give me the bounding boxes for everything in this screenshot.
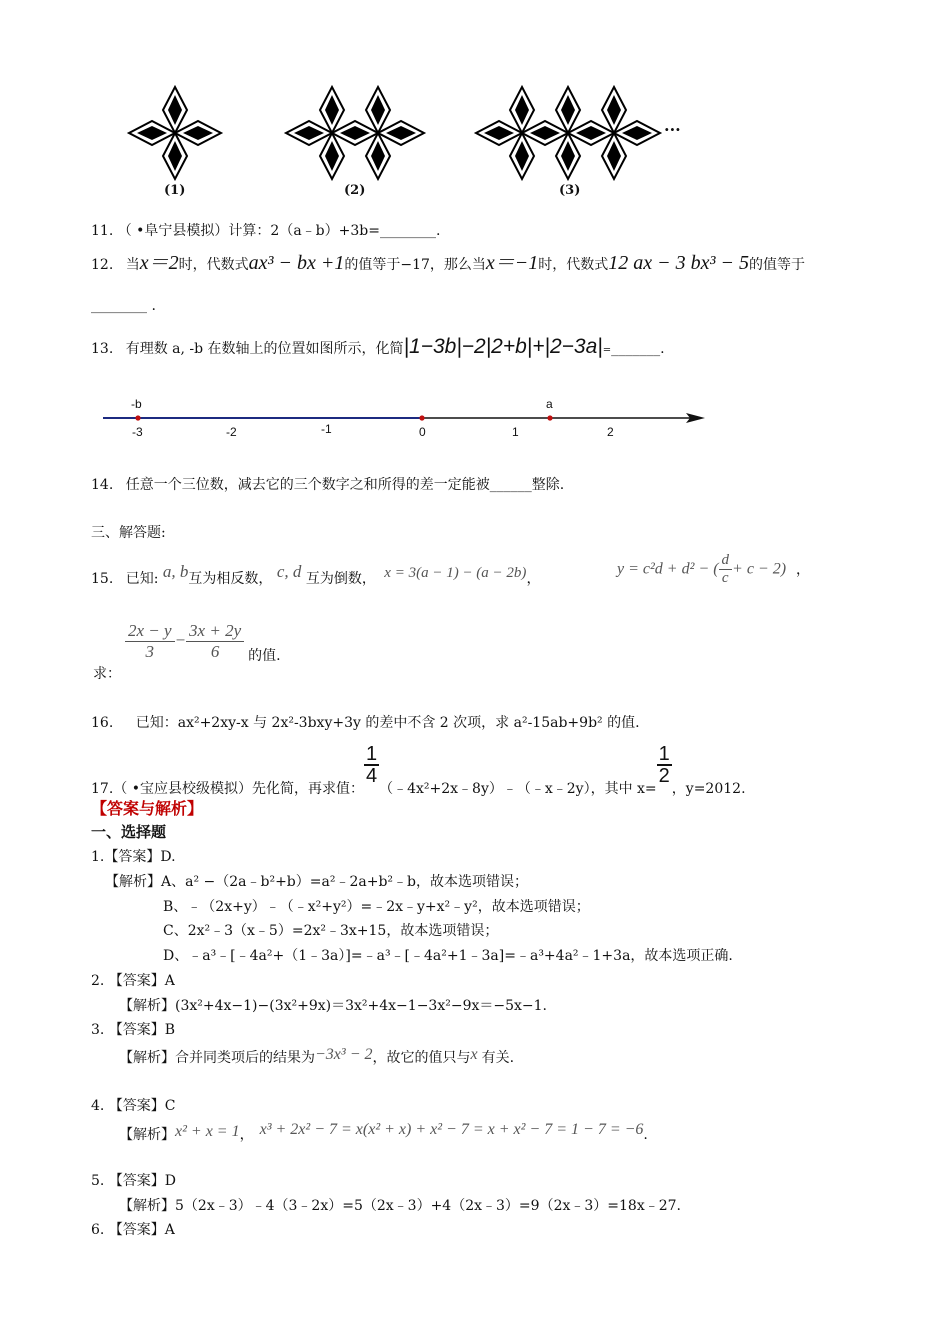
- q15-y-expression: [617, 552, 810, 587]
- answer-1-explanation-a: 【解析】A、a² −（2a﹣b²+b）=a²﹣2a+b²﹣b，故本选项错误；: [105, 874, 528, 890]
- equals-sign: =: [602, 345, 612, 356]
- text-segment: 已知:: [125, 571, 159, 587]
- math-expression: 12 ax − 3 bx³ − 5: [608, 252, 750, 274]
- text-segment: （ •宝应县校级模拟）先化简，再求值：: [113, 781, 364, 797]
- math-expression: c, d: [276, 562, 302, 581]
- question-number: 16.: [91, 715, 114, 731]
- tick-label: 1: [512, 425, 519, 439]
- text-segment: 的值等于−17，那么当: [344, 257, 486, 273]
- math-expression: x³ + 2x² − 7 = x(x² + x) + x² − 7 = x + x² − 7 = 1 − 7 = −6: [259, 1121, 644, 1138]
- answer-1-explanation-d: D、﹣a³﹣[﹣4a²+（1﹣3a）]=﹣a³﹣[﹣4a²+1﹣3a]=﹣a³+4a²﹣1+3a，故本选项正确.: [163, 948, 733, 964]
- text-segment: 互为倒数，: [305, 571, 376, 587]
- text-segment: 的值等于: [749, 257, 806, 273]
- tick-label: 0: [419, 425, 426, 439]
- question-text: （ •阜宁县模拟）计算：2（a﹣b）+3b=________.: [117, 223, 441, 239]
- tick-label: 2: [607, 425, 614, 439]
- math-operator: −: [174, 630, 187, 650]
- fraction-denominator: 6: [210, 642, 220, 661]
- q15-ask: [93, 621, 281, 682]
- point-label-neg-b: -b: [131, 397, 142, 411]
- answer-3: 3. 【答案】B: [91, 1022, 176, 1038]
- math-expression: a, b: [162, 562, 189, 581]
- question-11: [91, 220, 440, 240]
- fraction-denominator: 2: [658, 765, 670, 787]
- math-expression: ax³ − bx +1: [248, 252, 345, 274]
- tick-label: -3: [132, 425, 143, 439]
- point-label-a: a: [546, 397, 553, 411]
- answer-1: 1.【答案】D.: [91, 849, 176, 865]
- answer-1-explanation-c: C、2x²﹣3（x﹣5）=2x²﹣3x+15，故本选项错误；: [163, 923, 499, 939]
- question-17: [91, 743, 746, 797]
- question-15: [91, 562, 541, 588]
- math-expression: y = c²d + d² − (: [617, 560, 719, 578]
- text-segment: 【解析】: [119, 1127, 175, 1143]
- question-12: [91, 246, 805, 275]
- question-text: 任意一个三位数，减去它的三个数字之和所得的差一定能被______整除.: [125, 477, 565, 493]
- fraction-numerator: 3x + 2y: [186, 621, 244, 642]
- text-segment: （﹣4x²+2x﹣8y）﹣（﹣x﹣2y），其中 x=: [379, 781, 657, 797]
- text-segment: .: [643, 1127, 648, 1143]
- fraction-denominator: 4: [365, 765, 378, 787]
- answer-4-explanation: [119, 1121, 648, 1144]
- math-expression: x = 3(a − 1) − (a − 2b): [384, 565, 527, 581]
- figure-ellipsis: ···: [664, 120, 681, 139]
- tick-label: -2: [226, 425, 237, 439]
- answer-5-explanation: 【解析】5（2x﹣3）﹣4（3﹣2x）=5（2x﹣3）+4（2x﹣3）=9（2x﹣3）=18x﹣27.: [119, 1198, 681, 1214]
- question-number: 11.: [91, 223, 114, 239]
- question-12-blank: ________ .: [91, 298, 156, 314]
- number-line: [100, 390, 720, 450]
- text-segment: ，y=2012.: [671, 781, 746, 797]
- fraction-numerator: 1: [365, 743, 378, 765]
- answer-blank: _______.: [611, 341, 665, 357]
- question-number: 13.: [91, 341, 114, 357]
- math-expression: x: [470, 1046, 478, 1063]
- section-heading-3: 三、解答题:: [91, 525, 166, 541]
- answer-6: 6. 【答案】A: [91, 1222, 175, 1238]
- fraction-numerator: 1: [658, 743, 670, 765]
- fraction-numerator: 2x − y: [125, 621, 175, 642]
- answers-section-1: 一、选择题: [91, 823, 167, 841]
- question-text: 已知：ax²+2xy-x 与 2x²-3bxy+3y 的差中不含 2 次项，求 a²-15ab+9b² 的值.: [135, 715, 640, 731]
- point-neg-b: [135, 415, 140, 420]
- text-segment: 时，代数式: [178, 257, 249, 273]
- fraction-denominator: c: [721, 570, 729, 586]
- math-expression: |1−3b|−2|2+b|+|2−3a|: [403, 335, 603, 358]
- figure-label-1: (1): [164, 183, 186, 198]
- text-segment: 求：: [93, 665, 121, 682]
- text-segment: 时，代数式: [538, 257, 609, 273]
- point-zero: [419, 415, 424, 420]
- answer-5: 5. 【答案】D: [91, 1173, 177, 1189]
- figure-1: [129, 87, 221, 179]
- math-expression: x＝2: [139, 252, 179, 274]
- math-expression: x＝−1: [485, 252, 539, 274]
- text-segment: 互为相反数，: [188, 571, 273, 587]
- text-segment: 的值.: [248, 647, 281, 664]
- text-segment: 有关.: [481, 1050, 515, 1066]
- question-number: 12.: [91, 257, 114, 273]
- tick-label: -1: [321, 422, 332, 436]
- figure-3: [476, 87, 660, 179]
- fraction-numerator: d: [719, 552, 733, 570]
- text-segment: 当: [125, 257, 140, 273]
- figure-label-2: (2): [344, 183, 366, 198]
- point-a: [547, 415, 552, 420]
- answer-2-explanation: 【解析】(3x²+4x−1)−(3x²+9x)＝3x²+4x−1−3x²−9x＝−5x−1.: [119, 998, 547, 1014]
- text-segment: 【解析】合并同类项后的结果为: [119, 1050, 315, 1066]
- question-13: [91, 335, 665, 359]
- answer-1-explanation-b: B、﹣（2x+y）﹣（﹣x²+y²）=﹣2x﹣y+x²﹣y²，故本选项错误；: [163, 899, 590, 915]
- text-segment: ，: [526, 571, 541, 587]
- question-number: 17.: [91, 781, 114, 797]
- text-segment: ，故它的值只与: [372, 1050, 471, 1066]
- question-14: [91, 474, 564, 494]
- answer-2: 2. 【答案】A: [91, 973, 175, 989]
- text-segment: ，: [239, 1127, 254, 1143]
- question-16: [91, 712, 640, 732]
- fraction-denominator: 3: [145, 642, 155, 661]
- question-number: 14.: [91, 477, 114, 493]
- math-expression: −3x³ − 2: [315, 1046, 373, 1063]
- figure-label-3: (3): [559, 183, 581, 198]
- text-segment: ，: [796, 561, 811, 578]
- answers-header: 【答案与解析】: [91, 799, 204, 818]
- figure-2: [286, 87, 424, 179]
- diamond-pattern-figures: [110, 85, 730, 205]
- question-number: 15.: [91, 571, 114, 587]
- question-text: 有理数 a, -b 在数轴上的位置如图所示，化简: [125, 341, 404, 357]
- math-expression: + c − 2): [732, 560, 787, 578]
- math-expression: x² + x = 1: [175, 1123, 240, 1140]
- answer-3-explanation: [119, 1047, 514, 1067]
- answer-4: 4. 【答案】C: [91, 1098, 176, 1114]
